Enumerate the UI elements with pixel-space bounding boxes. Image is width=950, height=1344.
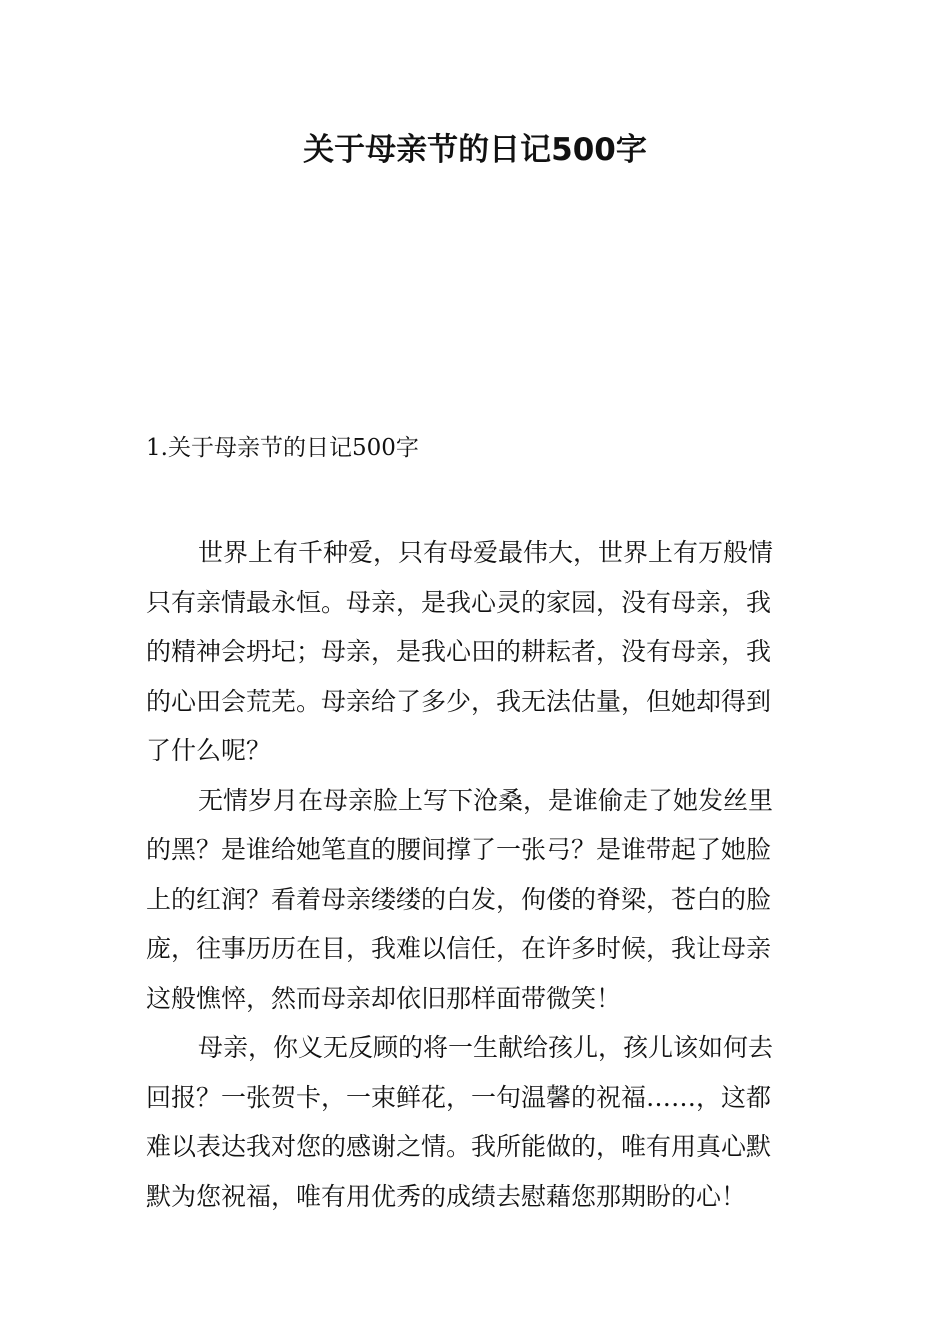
document-title: 关于母亲节的日记500字 (303, 132, 647, 168)
paragraph-line: 这般憔悴，然而母亲却依旧那样面带微笑！ (146, 983, 622, 1013)
paragraph-line: 只有亲情最永恒。母亲，是我心灵的家园，没有母亲，我 (146, 587, 772, 617)
paragraph-line: 世界上有千种爱，只有母爱最伟大，世界上有万般情 (198, 538, 774, 567)
section-heading: 1.关于母亲节的日记500字 (146, 435, 419, 461)
paragraph-line: 回报？一张贺卡，一束鲜花，一句温馨的祝福……，这都 (146, 1082, 772, 1112)
paragraph-line: 庞，往事历历在目，我难以信任，在许多时候，我让母亲 (146, 934, 772, 963)
paragraph-line: 了什么呢？ (146, 736, 272, 765)
paragraph-line: 母亲，你义无反顾的将一生献给孩儿，孩儿该如何去 (198, 1033, 774, 1062)
paragraph-2 (146, 776, 806, 1024)
paragraph-line: 难以表达我对您的感谢之情。我所能做的，唯有用真心默 (146, 1132, 772, 1161)
paragraph-1 (146, 528, 806, 776)
paragraph-line: 上的红润？看着母亲缕缕的白发，佝偻的脊梁，苍白的脸 (146, 884, 772, 914)
paragraph-line: 的黑？是谁给她笔直的腰间撑了一张弓？是谁带起了她脸 (146, 835, 772, 864)
paragraph-3 (146, 1023, 806, 1221)
paragraph-line: 无情岁月在母亲脸上写下沧桑，是谁偷走了她发丝里 (198, 785, 774, 815)
paragraph-line: 的精神会坍圮；母亲，是我心田的耕耘者，没有母亲，我 (146, 637, 772, 666)
paragraph-line: 的心田会荒芜。母亲给了多少，我无法估量，但她却得到 (146, 686, 772, 716)
paragraph-line: 默为您祝福，唯有用优秀的成绩去慰藉您那期盼的心！ (146, 1181, 747, 1211)
document-body (146, 528, 806, 1221)
